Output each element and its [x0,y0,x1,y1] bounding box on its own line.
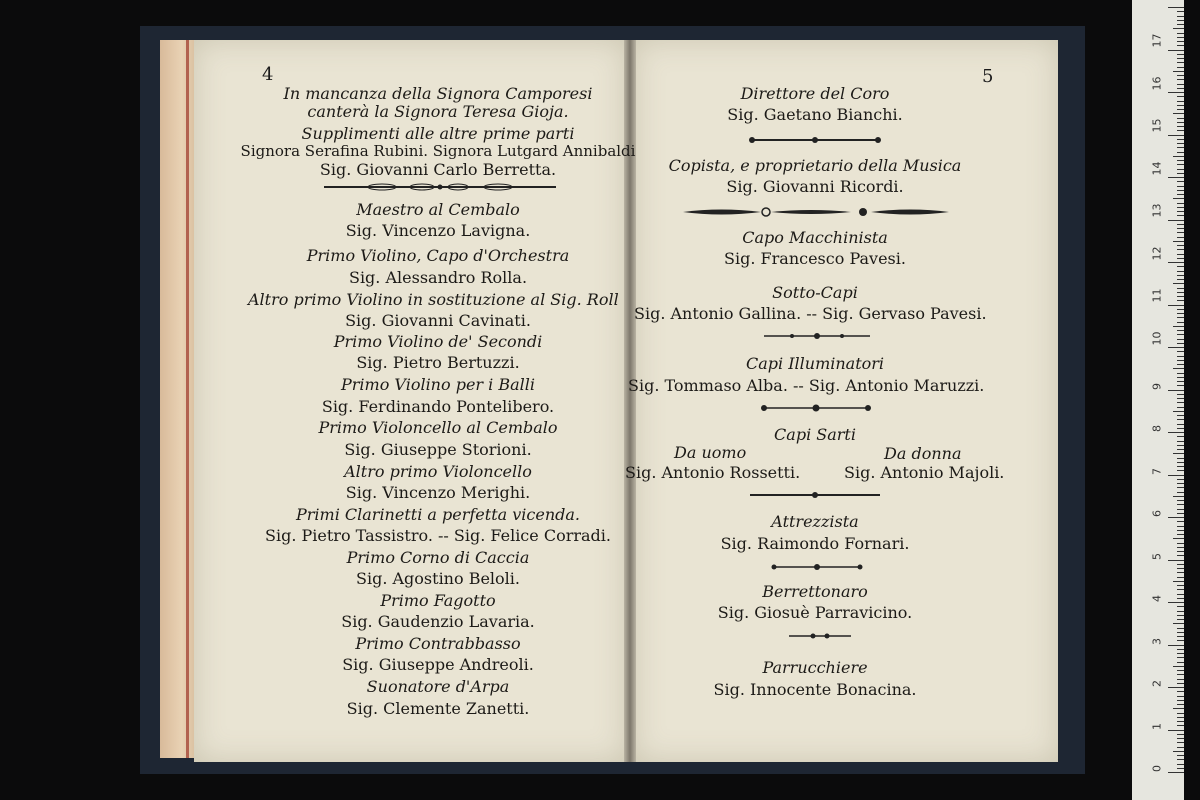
ruler-tick [1177,33,1184,34]
ruler-tick [1168,92,1184,93]
ruler-tick [1177,160,1184,161]
ruler-tick [1177,37,1184,38]
right-line: Berrettonaro [762,582,868,601]
left-line: Sig. Clemente Zanetti. [346,699,530,718]
ruler-tick [1177,683,1184,684]
right-line: Attrezzista [771,512,859,531]
left-line: Sig. Giovanni Carlo Berretta. [319,160,557,179]
ruler-tick [1168,517,1184,518]
ruler-tick [1177,194,1184,195]
ruler-tick [1177,704,1184,705]
ruler-tick [1177,441,1184,442]
ruler-tick [1177,768,1184,769]
ruler-tick [1177,640,1184,641]
ruler-tick [1177,543,1184,544]
ruler-number: 6 [1150,510,1164,517]
ruler-tick [1177,479,1184,480]
ruler-tick [1177,385,1184,386]
left-line: Sig. Agostino Beloli. [356,569,520,588]
ruler-tick [1177,254,1184,255]
right-line: Sig. Antonio Majoli. [844,463,1005,482]
right-line: Sig. Innocente Bonacina. [713,680,917,699]
ruler-tick [1177,674,1184,675]
left-line: Suonatore d'Arpa [366,677,510,696]
ruler-tick [1177,164,1184,165]
ruler-tick [1177,296,1184,297]
ruler-tick [1168,602,1184,603]
ruler-tick [1177,186,1184,187]
ruler-tick [1177,330,1184,331]
ruler-tick [1177,288,1184,289]
ruler-tick [1177,742,1184,743]
ruler-tick [1173,538,1184,539]
red-page-edge [186,40,189,758]
ruler-tick [1177,662,1184,663]
ruler-tick [1177,334,1184,335]
ruler-tick [1177,249,1184,250]
ruler-number: 12 [1150,246,1164,261]
ornament-divider [748,491,882,499]
ruler-tick [1177,628,1184,629]
ruler-tick [1177,526,1184,527]
ruler-tick [1168,390,1184,391]
ruler-tick [1177,547,1184,548]
ruler-tick [1177,594,1184,595]
ruler-tick [1177,105,1184,106]
ruler-tick [1177,691,1184,692]
ruler-tick [1177,696,1184,697]
ruler-tick [1177,402,1184,403]
ruler-tick [1173,28,1184,29]
right-line: Da donna [884,444,962,463]
page-edges [160,40,196,758]
left-line: Primo Fagotto [380,591,496,610]
ruler-tick [1177,381,1184,382]
ruler-tick [1177,245,1184,246]
ruler-number: 5 [1150,553,1164,560]
ruler-tick [1168,645,1184,646]
ruler-tick [1177,224,1184,225]
right-line: Sotto-Capi [772,283,858,302]
left-line: canterà la Signora Teresa Gioja. [307,102,569,121]
ruler-tick [1177,462,1184,463]
ruler-tick [1168,220,1184,221]
ruler-tick [1177,54,1184,55]
ruler-tick [1168,50,1184,51]
ruler-tick [1177,275,1184,276]
left-line: Sig. Ferdinando Pontelibero. [321,397,555,416]
ruler-tick [1177,725,1184,726]
ruler-tick [1177,513,1184,514]
ornament-divider [760,404,872,412]
ruler-tick [1177,679,1184,680]
ruler-tick [1177,458,1184,459]
ruler-number: 9 [1150,383,1164,390]
ruler-tick [1177,122,1184,123]
left-line: Supplimenti alle altre prime parti [301,124,575,143]
ruler-tick [1177,356,1184,357]
ruler-number: 10 [1150,331,1164,346]
ruler-tick [1177,84,1184,85]
ruler-tick [1177,317,1184,318]
ruler-tick [1177,568,1184,569]
ruler-tick [1177,109,1184,110]
ruler-tick [1168,560,1184,561]
left-line: Sig. Giuseppe Andreoli. [342,655,534,674]
ornament-divider [762,332,872,340]
ruler-tick [1177,11,1184,12]
ruler-tick [1177,555,1184,556]
ruler-tick [1173,751,1184,752]
ruler-tick [1168,687,1184,688]
ruler-number: 16 [1150,76,1164,91]
ruler-tick [1168,432,1184,433]
ruler-number: 1 [1150,723,1164,730]
left-line: Primo Violino, Capo d'Orchestra [306,246,570,265]
ruler-tick [1173,666,1184,667]
ruler-tick [1177,118,1184,119]
ruler-tick [1177,139,1184,140]
ruler-tick [1177,747,1184,748]
ruler-tick [1177,169,1184,170]
ruler-number: 15 [1150,118,1164,133]
ruler-tick [1177,717,1184,718]
left-line: Sig. Vincenzo Merighi. [345,483,531,502]
ruler-tick [1177,16,1184,17]
right-line: Direttore del Coro [740,84,890,103]
ruler-tick [1173,453,1184,454]
left-page-number: 4 [262,64,274,85]
ruler-tick [1177,585,1184,586]
ruler-tick [1177,764,1184,765]
ruler-number: 13 [1150,203,1164,218]
right-line: Copista, e proprietario della Musica [668,156,962,175]
ruler-tick [1173,113,1184,114]
ruler-tick [1177,266,1184,267]
ruler-tick [1177,466,1184,467]
ruler-tick [1177,521,1184,522]
right-line: Parrucchiere [762,658,868,677]
ruler-tick [1177,487,1184,488]
left-line: Sig. Vincenzo Lavigna. [345,221,531,240]
ruler-tick [1177,407,1184,408]
ruler-tick [1177,551,1184,552]
ruler-tick [1177,88,1184,89]
ruler-tick [1173,71,1184,72]
ruler-tick [1177,237,1184,238]
ruler-tick [1177,300,1184,301]
left-line: Signora Serafina Rubini. Signora Lutgard Annibaldi [240,142,636,160]
ruler-tick [1177,152,1184,153]
right-page [634,40,1058,762]
ruler-tick [1177,181,1184,182]
right-line: Capi Illuminatori [745,354,885,373]
ruler-tick [1168,772,1184,773]
right-line: Sig. Raimondo Fornari. [720,534,910,553]
left-line: Sig. Alessandro Rolla. [348,268,528,287]
ruler-tick [1177,143,1184,144]
ruler-tick [1177,657,1184,658]
ruler-tick [1177,738,1184,739]
ruler-number: 2 [1150,680,1164,687]
ruler-tick [1168,347,1184,348]
ruler-tick [1177,24,1184,25]
ruler-tick [1177,577,1184,578]
ruler-tick [1168,475,1184,476]
left-line: Primo Contrabbasso [355,634,521,653]
ruler-tick [1173,241,1184,242]
ruler-number: 4 [1150,595,1164,602]
left-line: Primo Corno di Caccia [346,548,530,567]
ruler-tick [1177,424,1184,425]
left-line: Primi Clarinetti a perfetta vicenda. [295,505,581,524]
ruler-tick [1177,190,1184,191]
ruler-tick [1177,721,1184,722]
ornament-divider [681,207,951,217]
ruler-tick [1177,615,1184,616]
right-line: Sig. Giovanni Ricordi. [726,177,904,196]
ruler-tick [1177,428,1184,429]
ornament-divider [770,563,864,571]
ruler-tick [1177,343,1184,344]
ruler-number: 0 [1150,765,1164,772]
ruler-tick [1177,598,1184,599]
ruler-tick [1177,364,1184,365]
ruler-tick [1177,449,1184,450]
ruler-tick [1177,313,1184,314]
ruler-tick [1177,173,1184,174]
measurement-ruler [1132,0,1184,800]
ruler-tick [1177,228,1184,229]
ruler-tick [1173,326,1184,327]
ruler-tick [1177,309,1184,310]
left-line: Primo Violino de' Secondi [333,332,543,351]
ruler-number: 17 [1150,33,1164,48]
ruler-tick [1177,67,1184,68]
right-line: Capi Sarti [774,425,856,444]
ornament-divider [322,183,558,191]
right-line: Sig. Francesco Pavesi. [724,249,906,268]
ruler-tick [1177,394,1184,395]
ruler-tick [1177,96,1184,97]
ruler-number: 7 [1150,468,1164,475]
left-line: Sig. Gaudenzio Lavaria. [341,612,535,631]
ruler-tick [1177,62,1184,63]
left-line: Sig. Pietro Bertuzzi. [356,353,520,372]
ruler-tick [1177,232,1184,233]
ruler-tick [1177,58,1184,59]
ruler-tick [1177,45,1184,46]
left-line: Primo Violino per i Balli [341,375,535,394]
ruler-tick [1177,436,1184,437]
ruler-tick [1177,130,1184,131]
ruler-tick [1177,606,1184,607]
ruler-tick [1177,632,1184,633]
ruler-tick [1177,649,1184,650]
ruler-tick [1177,492,1184,493]
ruler-tick [1168,177,1184,178]
ruler-number: 11 [1150,288,1164,303]
ruler-tick [1177,670,1184,671]
ruler-tick [1173,496,1184,497]
ruler-number: 8 [1150,425,1164,432]
left-line: Sig. Pietro Tassistro. -- Sig. Felice Corradi. [265,526,611,545]
ruler-tick [1177,564,1184,565]
left-line: Sig. Giuseppe Storioni. [344,440,532,459]
ruler-tick [1177,734,1184,735]
ruler-tick [1177,203,1184,204]
ruler-tick [1173,198,1184,199]
ruler-tick [1177,215,1184,216]
ruler-tick [1177,419,1184,420]
ruler-tick [1177,504,1184,505]
ruler-tick [1177,351,1184,352]
ruler-tick [1177,509,1184,510]
ruler-tick [1177,483,1184,484]
ruler-tick [1173,283,1184,284]
ruler-tick [1177,20,1184,21]
ruler-tick [1177,653,1184,654]
right-line: Sig. Giosuè Parravicino. [717,603,913,622]
ruler-tick [1168,730,1184,731]
left-line: Altro primo Violoncello [344,462,532,481]
ruler-tick [1177,534,1184,535]
ruler-tick [1177,101,1184,102]
ruler-tick [1168,135,1184,136]
ruler-tick [1177,572,1184,573]
ruler-tick [1177,700,1184,701]
ruler-tick [1177,636,1184,637]
ruler-tick [1173,368,1184,369]
ruler-tick [1177,271,1184,272]
ruler-tick [1177,713,1184,714]
ruler-tick [1177,292,1184,293]
ruler-tick [1177,41,1184,42]
ruler-tick [1177,211,1184,212]
ruler-tick [1177,619,1184,620]
right-page-number: 5 [982,66,994,87]
left-line: Altro primo Violino in sostituzione al Sig. Roll [248,290,619,309]
ruler-tick [1168,305,1184,306]
ruler-tick [1177,398,1184,399]
ornament-divider [787,632,853,640]
ruler-tick [1173,411,1184,412]
ruler-tick [1177,258,1184,259]
ruler-tick [1177,530,1184,531]
ruler-tick [1177,207,1184,208]
left-line: In mancanza della Signora Camporesi [283,84,593,103]
ruler-tick [1173,708,1184,709]
ruler-number: 14 [1150,161,1164,176]
ornament-divider [748,136,882,144]
ruler-tick [1177,79,1184,80]
ruler-tick [1177,755,1184,756]
ruler-tick [1168,7,1184,8]
ruler-tick [1177,322,1184,323]
ruler-tick [1173,581,1184,582]
right-line: Da uomo [674,443,747,462]
right-line: Capo Macchinista [742,228,888,247]
ruler-tick [1173,623,1184,624]
right-line: Sig. Antonio Rossetti. [625,463,801,482]
left-line: Primo Violoncello al Cembalo [318,418,558,437]
ruler-tick [1177,126,1184,127]
ruler-tick [1177,377,1184,378]
ruler-tick [1177,373,1184,374]
ruler-tick [1177,445,1184,446]
ruler-tick [1177,75,1184,76]
left-line: Sig. Giovanni Cavinati. [345,311,531,330]
ruler-tick [1177,279,1184,280]
ruler-tick [1177,360,1184,361]
left-line: Maestro al Cembalo [356,200,520,219]
ruler-tick [1177,759,1184,760]
right-line: Sig. Tommaso Alba. -- Sig. Antonio Maruzzi. [628,376,985,395]
ruler-tick [1177,470,1184,471]
ruler-tick [1168,262,1184,263]
ruler-tick [1177,415,1184,416]
ruler-tick [1177,147,1184,148]
ruler-tick [1177,611,1184,612]
ruler-tick [1177,589,1184,590]
ruler-tick [1177,339,1184,340]
ruler-tick [1177,500,1184,501]
ruler-number: 3 [1150,638,1164,645]
ruler-tick [1173,156,1184,157]
right-line: Sig. Gaetano Bianchi. [727,105,903,124]
right-line: Sig. Antonio Gallina. -- Sig. Gervaso Pavesi. [634,304,987,323]
